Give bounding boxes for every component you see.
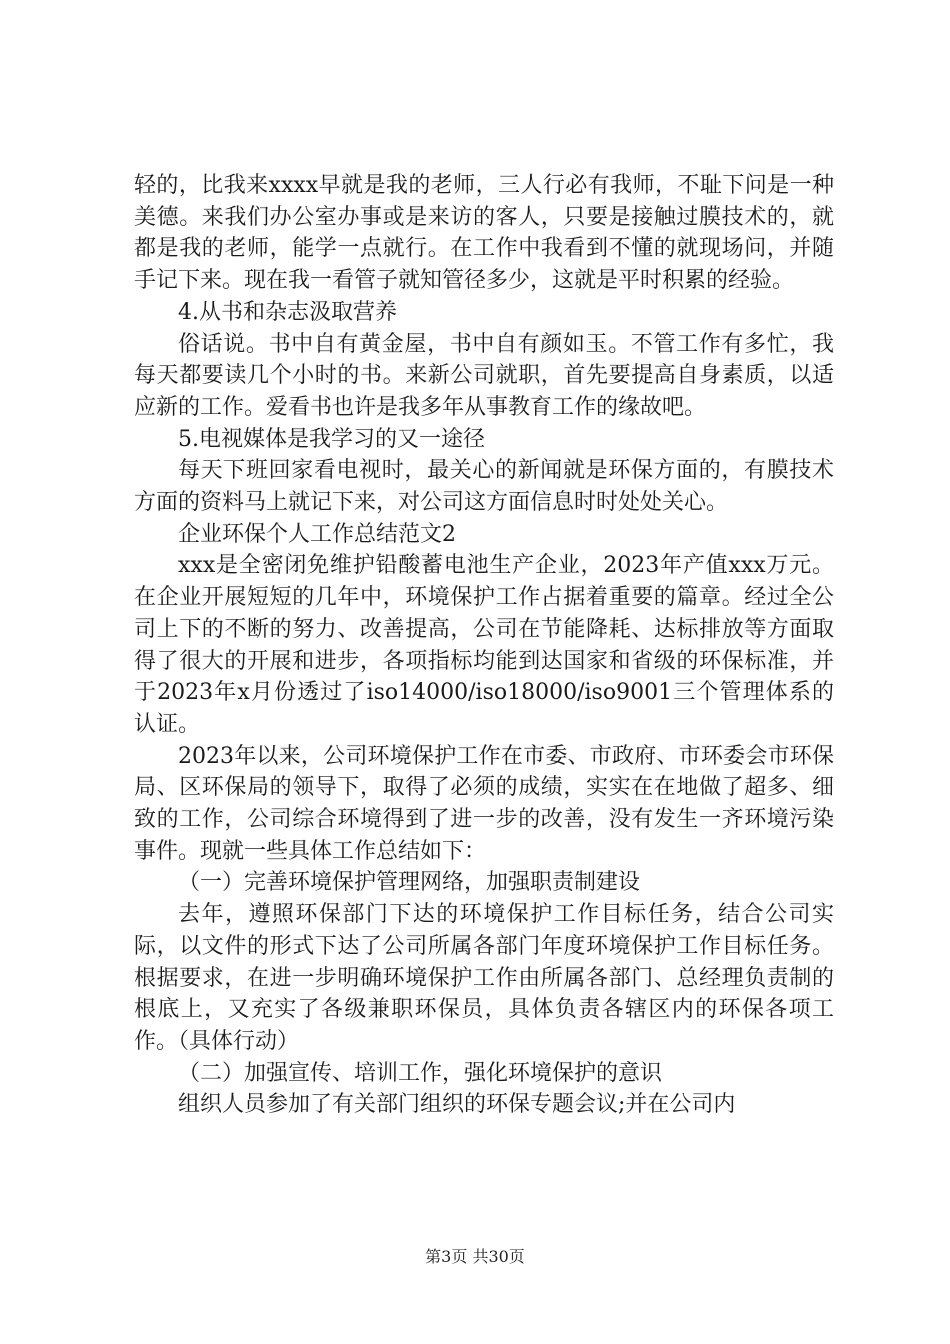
paragraph-training: 组织人员参加了有关部门组织的环保专题会议;并在公司内 bbox=[178, 1092, 736, 1118]
paragraph-management-network: 去年，遵照环保部门下达的环境保护工作目标任务，结合公司实际，以文件的形式下达了公司所属各部门年度环境保护工作目标任务。根据要求，在进一步明确环境保护工作由所属各部门、总经理负责制的根底上，又充实了各级兼职环保员，具体负责各辖区内的环保各项工作。（具体行动） bbox=[134, 902, 834, 1054]
paragraph-continued: 轻的，比我来xxxx早就是我的老师，三人行必有我师，不耻下问是一种美德。来我们办公室办事或是来访的客人，只要是接触过膜技术的，就都是我的老师，能学一点就行。在工作中我看到不懂的就现场问，并随手记下来。现在我一看管子就知管径多少，这就是平时积累的经验。 bbox=[134, 173, 834, 294]
subsection-heading-1: （一）完善环境保护管理网络，加强职责制建设 bbox=[178, 870, 641, 896]
paragraph-2023-summary: 2023年以来，公司环境保护工作在市委、市政府、市环委会市环保局、区环保局的领导下，取得了必须的成绩，实实在在地做了超多、细致的工作，公司综合环境得到了进一步的改善，没有发生一齐环境污染事件。现就一些具体工作总结如下： bbox=[134, 743, 834, 864]
section-heading-5: 5.电视媒体是我学习的又一途径 bbox=[178, 426, 485, 452]
subsection-heading-2: （二）加强宣传、培训工作，强化环境保护的意识 bbox=[178, 1060, 663, 1086]
section-heading-4: 4.从书和杂志汲取营养 bbox=[178, 299, 397, 325]
paragraph-company-intro: xxx是全密闭免维护铅酸蓄电池生产企业，2023年产值xxx万元。在企业开展短短的几年中，环境保护工作占据着重要的篇章。经过全公司上下的不断的努力、改善提高，公司在节能降耗、达标排放等方面取得了很大的开展和进步，各项指标均能到达国家和省级的环保标准，并于2023年x月份透过了iso14000/iso18000/iso9001三个管理体系的认证。 bbox=[134, 553, 834, 737]
document-body bbox=[134, 170, 834, 1121]
paragraph-reading: 俗话说。书中自有黄金屋，书中自有颜如玉。不管工作有多忙，我每天都要读几个小时的书。来新公司就职，首先要提高自身素质，以适应新的工作。爱看书也许是我多年从事教育工作的缘故吧。 bbox=[134, 331, 834, 420]
page-footer: 第3页 共30页 bbox=[425, 1247, 525, 1266]
article-title-2: 企业环保个人工作总结范文2 bbox=[178, 521, 456, 547]
paragraph-tv-media: 每天下班回家看电视时，最关心的新闻就是环保方面的，有膜技术方面的资料马上就记下来，对公司这方面信息时时处处关心。 bbox=[134, 458, 834, 516]
